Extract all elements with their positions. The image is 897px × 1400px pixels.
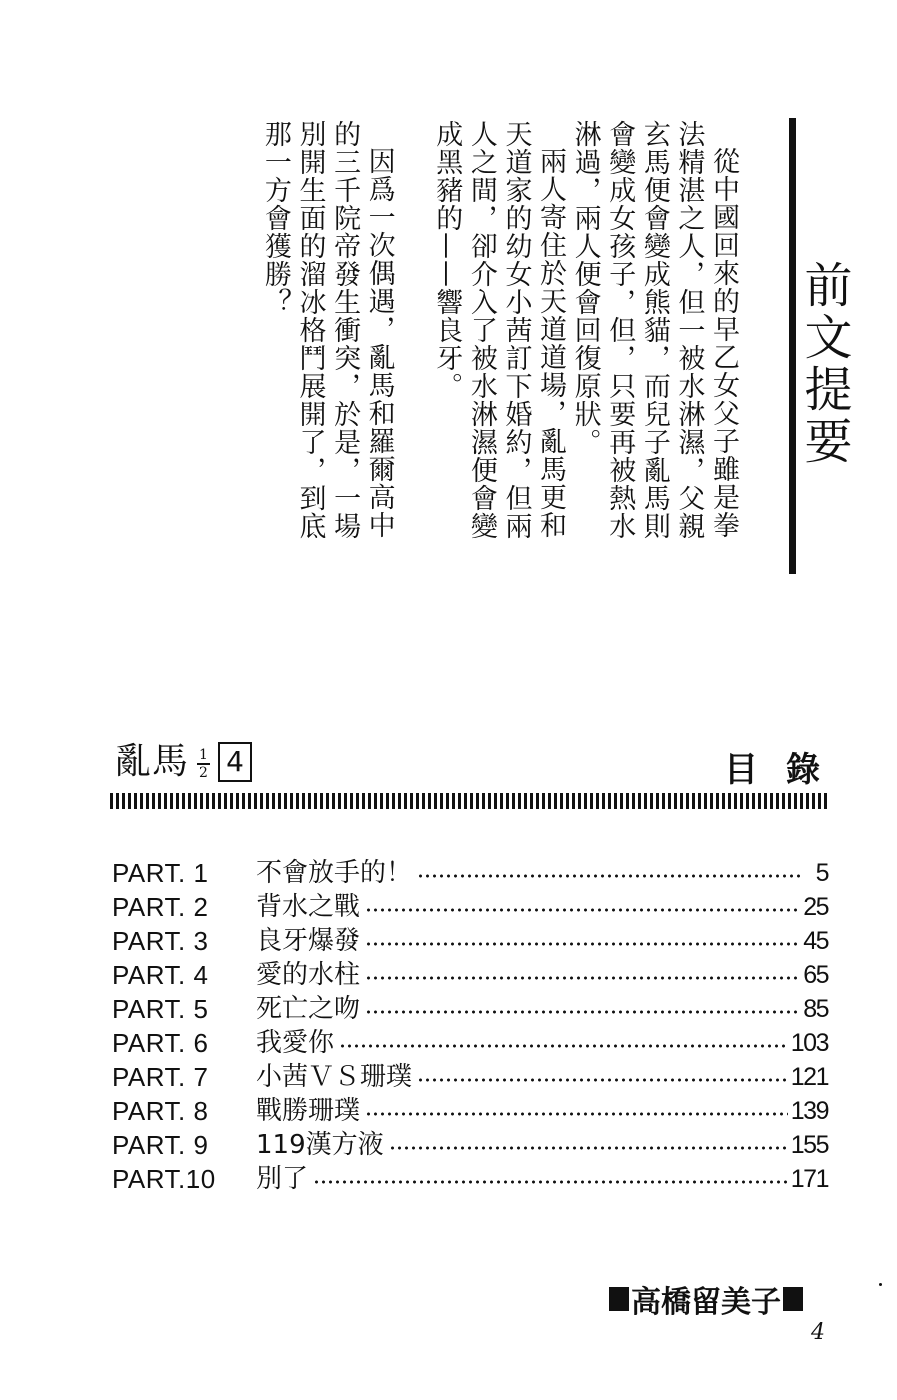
toc-leader-dots bbox=[313, 1180, 788, 1184]
fraction-numerator: 1 bbox=[199, 747, 208, 763]
toc-row bbox=[112, 1026, 828, 1060]
toc-part: PART. 6 bbox=[112, 1028, 209, 1058]
series-fraction bbox=[197, 749, 210, 779]
toc-leader-dots bbox=[365, 976, 800, 980]
volume-number: 4 bbox=[218, 742, 252, 782]
barcode-rule bbox=[110, 793, 830, 809]
toc-row bbox=[112, 856, 828, 890]
series-title bbox=[115, 738, 252, 786]
toc-page: 25 bbox=[803, 893, 828, 921]
author-credit bbox=[607, 1281, 805, 1320]
toc-row bbox=[112, 1094, 828, 1128]
toc-row bbox=[112, 992, 828, 1026]
toc-part: PART. 9 bbox=[112, 1130, 209, 1160]
synopsis-rule bbox=[789, 118, 796, 574]
toc-row bbox=[112, 958, 828, 992]
toc-part: PART. 3 bbox=[112, 926, 209, 956]
toc-page: 121 bbox=[790, 1063, 828, 1091]
toc-title: 別了 bbox=[256, 1164, 309, 1194]
toc-part: PART. 1 bbox=[112, 858, 209, 888]
toc-leader-dots bbox=[417, 874, 803, 878]
toc-title: 背水之戰 bbox=[256, 892, 361, 922]
toc-page: 5 bbox=[815, 859, 828, 887]
toc-title: 119漢方液 bbox=[256, 1130, 384, 1160]
square-bullet-icon bbox=[783, 1287, 803, 1311]
toc-leader-dots bbox=[339, 1044, 788, 1048]
toc-page: 171 bbox=[790, 1165, 828, 1193]
toc-part: PART. 2 bbox=[112, 892, 209, 922]
toc-title: 良牙爆發 bbox=[256, 926, 361, 956]
toc-leader-dots bbox=[365, 942, 800, 946]
table-of-contents bbox=[112, 856, 828, 1196]
toc-row bbox=[112, 1060, 828, 1094]
fraction-denominator: 2 bbox=[199, 765, 208, 781]
toc-page: 65 bbox=[803, 961, 828, 989]
toc-title: 我愛你 bbox=[256, 1028, 335, 1058]
toc-row bbox=[112, 1162, 828, 1196]
toc-leader-dots bbox=[365, 908, 800, 912]
toc-page: 85 bbox=[803, 995, 828, 1023]
toc-part: PART. 5 bbox=[112, 994, 209, 1024]
toc-title: 戰勝珊璞 bbox=[256, 1096, 361, 1126]
toc-page: 45 bbox=[803, 927, 828, 955]
synopsis-paragraph-1: 從中國回來的早乙女父子雖是拳法精湛之人，但一被水淋濕，父親玄馬便會變成熊貓，而兒子亂馬則會變成女孩子，但，只要再被熱水淋過，兩人便會回復原狀。 bbox=[569, 120, 739, 540]
toc-page: 155 bbox=[790, 1131, 828, 1159]
toc-leader-dots bbox=[389, 1146, 788, 1150]
synopsis-body bbox=[224, 120, 740, 550]
toc-part: PART. 8 bbox=[112, 1096, 209, 1126]
synopsis-paragraph-3: 因爲一次偶遇，亂馬和羅爾高中的三千院帝發生衝突，於是，一場別開生面的溜冰格鬥展開了，到底那一方會獲勝？ bbox=[259, 120, 395, 540]
author-name: 高橋留美子 bbox=[631, 1285, 781, 1320]
toc-part: PART.10 bbox=[112, 1164, 216, 1194]
toc-title: 愛的水柱 bbox=[256, 960, 361, 990]
toc-title: 小茜ＶＳ珊璞 bbox=[256, 1062, 413, 1092]
synopsis-title: 前文提要 bbox=[796, 260, 852, 468]
toc-leader-dots bbox=[417, 1078, 788, 1082]
print-speck bbox=[879, 1283, 882, 1286]
page-number: 4 bbox=[811, 1320, 825, 1345]
toc-row bbox=[112, 1128, 828, 1162]
toc-part: PART. 4 bbox=[112, 960, 209, 990]
toc-leader-dots bbox=[365, 1112, 788, 1116]
toc-title: 死亡之吻 bbox=[256, 994, 361, 1024]
toc-row bbox=[112, 890, 828, 924]
series-name: 亂馬 bbox=[115, 741, 190, 782]
square-bullet-icon bbox=[609, 1287, 629, 1311]
toc-row bbox=[112, 924, 828, 958]
toc-page: 139 bbox=[790, 1097, 828, 1125]
toc-leader-dots bbox=[365, 1010, 800, 1014]
toc-title: 不會放手的！ bbox=[256, 858, 413, 888]
synopsis-paragraph-2: 兩人寄住於天道道場，亂馬更和天道家的幼女小茜訂下婚約，但兩人之間，卻介入了被水淋濕便會變成黑豬的——響良牙。 bbox=[431, 120, 567, 540]
toc-page: 103 bbox=[790, 1029, 828, 1057]
toc-part: PART. 7 bbox=[112, 1062, 209, 1092]
contents-heading: 目錄 bbox=[724, 750, 848, 790]
